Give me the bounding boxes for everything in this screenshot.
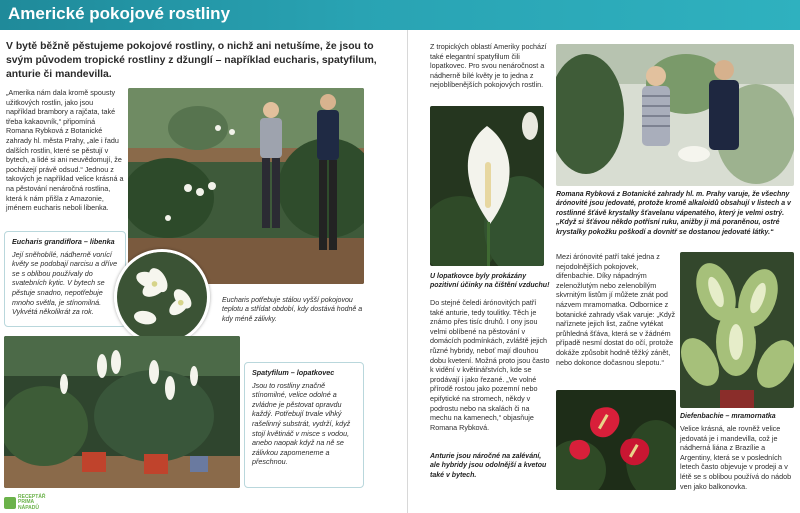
anturie-column — [430, 298, 550, 434]
anturie-caption: Anturie jsou náročné na zalévání, ale hybridy jsou odolnější a kvetou také v bytech. — [430, 453, 547, 479]
logo-line-2: PRIMA — [18, 499, 35, 506]
spatyfilum-box-text: Jsou to rostliny značně stínomilné, velice odolné a zvládne je pěstovat opravdu každý. Potřebují trvale vlhký rašelinný substrát, vydrží, když stojí květináč v misce s vodou, anebo naopak když na ně se zálivkou zapomeneme a přeschnou. — [252, 380, 351, 467]
diefenbachie-text: Mezi árónovité patří také jedna z nejodolnějších pokojovek, difenbachie. Díky nápadným zelenožlutým nebo zelenobílým skvrnitým listům jí můžete znát pod názvem mramornatka. Odbornice z botanické zahrady však varuje: „Když naříznete jejich list, začne vytékat průhledná šťáva, která se v žádném případě nesmí dostat do očí, protože dokáže způsobit hodně těžký zánět, nebo dokonce dočasnou slepotu.“ — [556, 252, 676, 367]
diefenbachia-photo — [680, 252, 794, 408]
anthurium-photo — [556, 390, 676, 490]
top-right-caption: Romana Rybková z Botanické zahrady hl. m. Prahy varuje, že všechny árónovité jsou jedovaté, protože kromě alkaloidů obsahují v listech a v rostlinné šťávě krystalky šťavelanu vápenatého, který je velmi ostrý. „Když si šťávou někdo potřísní ruku, anižby ji má poraněnou, ostré krystalky pokožku poškodí a dovnitř se dostanou jedovaté látky.“ — [556, 191, 791, 236]
page-title: Americké pokojové rostliny — [8, 4, 231, 23]
greenhouse-talk-photo — [556, 44, 794, 186]
peace-lily-photo — [430, 106, 544, 266]
logo-text — [18, 495, 46, 512]
right-intro-column — [430, 42, 550, 92]
lead-paragraph: V bytě běžně pěstujeme pokojové rostliny, o nichž ani netušíme, že jsou to svým původem tropické rostliny z džunglí – například eucharis, spatyfilum, anturie či mandevilla. — [6, 41, 377, 80]
right-intro-text: Z tropických oblastí Ameriky pochází také elegantní spatyfilum čili lopatkovec. Pro svou nenáročnost a nádherně bílé květy je to jedna z nejoblíbenějších pokojových rostlin. — [430, 42, 547, 90]
diefenbachie-desc: Velice krásná, ale rovněž velice jedovatá je i mandevilla, což je nádherná liána z Brazílie a Argentiny, která se v posledních letech často objevuje v prodeji a v létě se s oblibou používá do nádob ven jako balkonovka. — [680, 424, 792, 491]
logo-mark — [4, 497, 16, 509]
left-intro-text: „Amerika nám dala kromě spousty užitkových rostlin, jako jsou například brambory a rajčata, také třeba kakaovník,“ připomíná Romana Rybková z Botanické zahrady hl. města Prahy, „ale i řadu dalších rostlin, které se pěstují v bytech, a lidé si ani neuvědomují, že pocházejí právě odsud.“ Jednou z takových je například velice krásná a na pěstování nenáročná rostlina, která k nám přišla z Amazonie, jménem eucharis neboli libenka. — [6, 88, 124, 213]
logo-line-1: RECEPTÁŘ — [18, 493, 46, 500]
anturie-text: Do stejné čeledi árónovitých patří také anturie, tedy toulitky. Těch je známo přes tisíc druhů. I ony jsou velmi oblíbené na pěstování v domácích podmínkách, zvláště jejich různé hybridy, neboť mají dlouhou dobu kvetení. Možná proto jsou často k vidění v květinářstvích, kde se prodávají i jako řezané. „Ve volné přírodě rostou jako pozemní nebo epifytické na stromech, někdy v podrostu nebo na skalách či na mechu na kamenech,“ objasňuje Romana Rybková. — [430, 298, 550, 432]
mandevilla-column — [680, 424, 794, 493]
diefenbachie-title: Diefenbachie – mramornatka — [680, 413, 776, 420]
eucharis-caption: Eucharis potřebuje stálou vyšší pokojovou teplotu a střídat období, kdy dostává hodně a kdy méně zálivky. — [222, 297, 363, 323]
eucharis-flower-inset — [114, 249, 210, 345]
lopatkovec-caption: U lopatkovce byly prokázány pozitivní účinky na čištění vzduchu! — [430, 273, 550, 290]
left-intro-column — [6, 88, 124, 215]
eucharis-box-title: Eucharis grandiflora – libenka — [12, 237, 115, 246]
spatyfilum-box — [244, 362, 364, 488]
spatyfilum-photo — [4, 336, 240, 488]
eucharis-box — [4, 231, 126, 327]
diefenbachie-column — [556, 252, 676, 369]
eucharis-box-text: Její sněhobílé, nádherně vonící květy se podobají narcisu a dříve se s oblibou používaly do svatebních kytic. V bytech se pěstuje snadno, nepotřebuje mnoho světla, je stínomilná. Vykvétá několikrát za rok. — [12, 249, 118, 317]
spatyfilum-box-title: Spatyfilum – lopatkovec — [252, 368, 335, 377]
publisher-logo — [4, 493, 50, 511]
logo-line-3: NÁPADŮ — [18, 504, 40, 511]
